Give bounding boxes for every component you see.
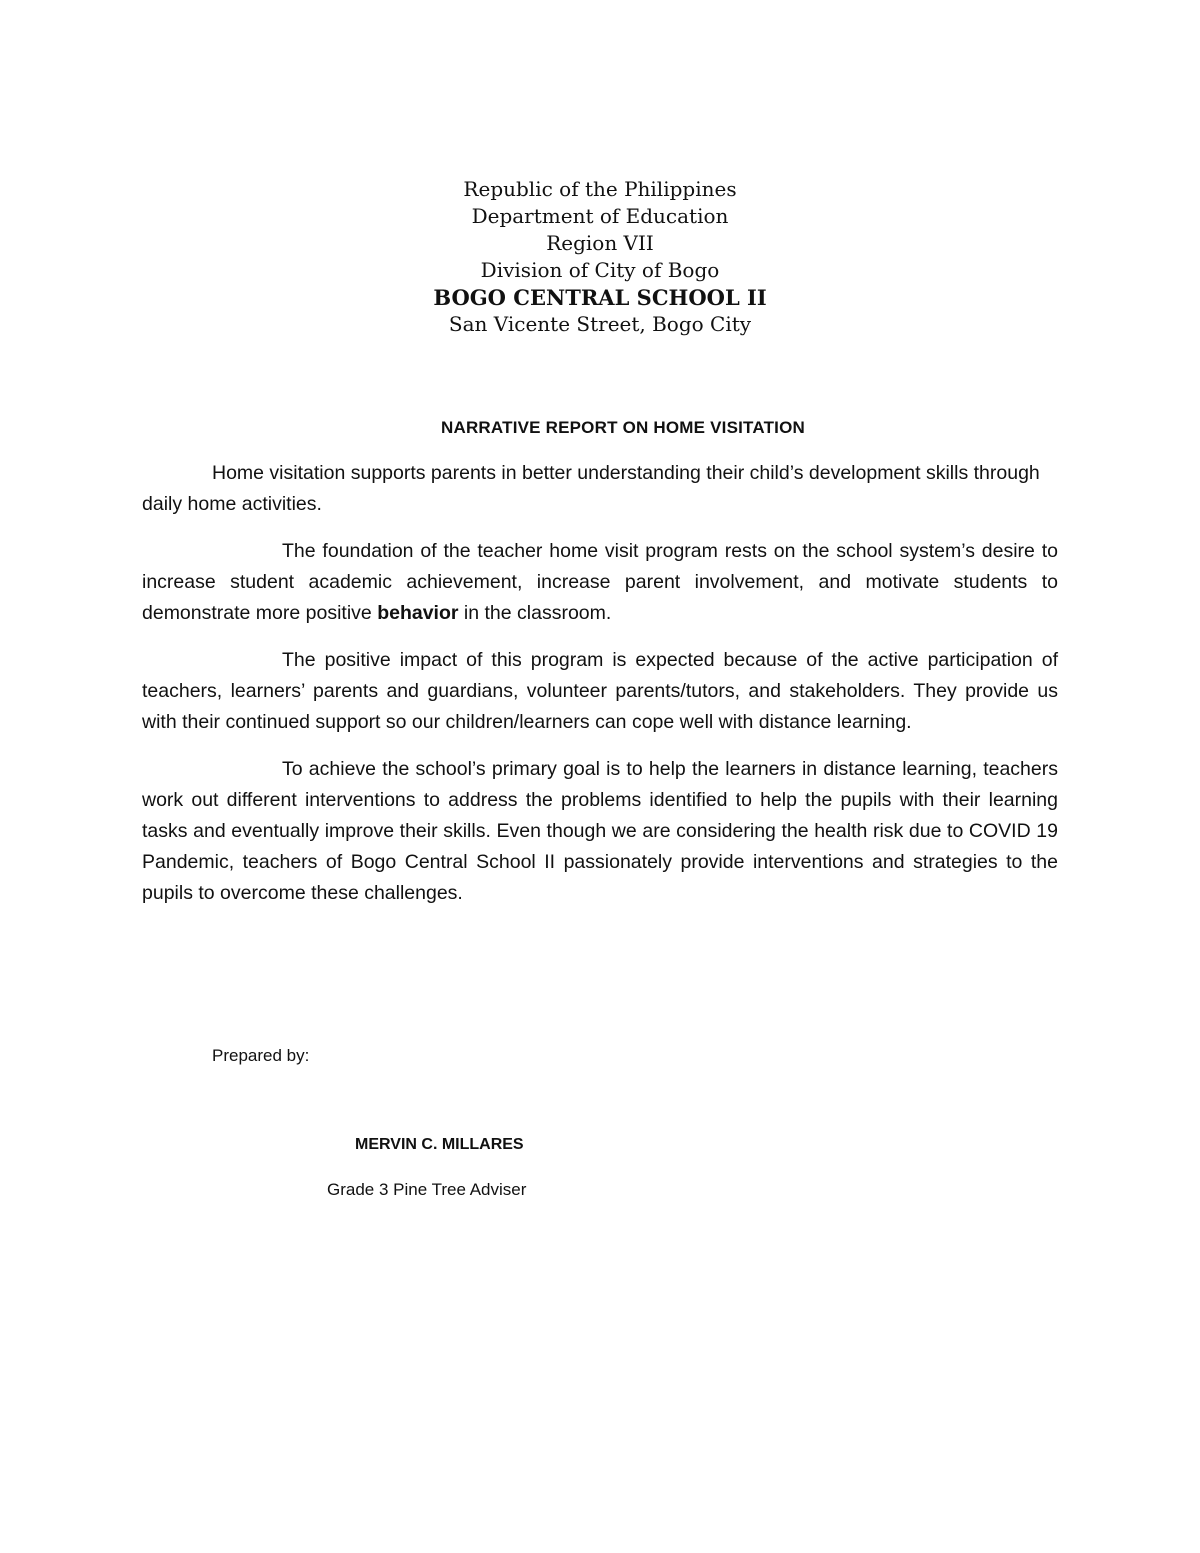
paragraph-foundation [142,536,1058,629]
report-title: NARRATIVE REPORT ON HOME VISITATION [440,418,805,437]
letterhead-republic: Republic of the Philippines [463,177,737,201]
letterhead-address: San Vicente Street, Bogo City [448,312,752,336]
prepared-by-label: Prepared by: [212,1046,310,1065]
paragraph-intro: Home visitation supports parents in better understanding their child’s development skills through daily home activities. [142,462,1040,515]
letterhead-school-name: BOGO CENTRAL SCHOOL II [433,285,767,310]
letterhead-department: Department of Education [471,204,729,228]
paragraph-foundation-bold-word: behavior [377,602,459,624]
paragraph-impact: The positive impact of this program is expected because of the active participation of teachers, learners’ parents and guardians, volunteer parents/tutors, and stakeholders. They provide us with their continued support so our children/learners can cope well with distance learning. [142,649,1058,733]
signer-name: MERVIN C. MILLARES [355,1136,524,1153]
paragraph-foundation-text: The foundation of the teacher home visit program rests on the school system’s desire to increase student academic achievement, increase parent involvement, and motivate students to demonstrate more positive [142,540,1058,624]
paragraph-goal: To achieve the school’s primary goal is to help the learners in distance learning, teachers work out different interventions to address the problems identified to help the pupils with their learning tasks and eventually improve their skills. Even though we are considering the health risk due to COVID 19 Pandemic, teachers of Bogo Central School II passionately provide interventions and strategies to the pupils to overcome these challenges. [142,758,1058,904]
report-body [142,458,1058,925]
letterhead-region: Region VII [546,231,654,255]
letterhead [0,176,1200,338]
paragraph-foundation-end: in the classroom. [458,602,612,624]
letterhead-division: Division of City of Bogo [480,258,720,282]
signer-position: Grade 3 Pine Tree Adviser [327,1180,527,1199]
